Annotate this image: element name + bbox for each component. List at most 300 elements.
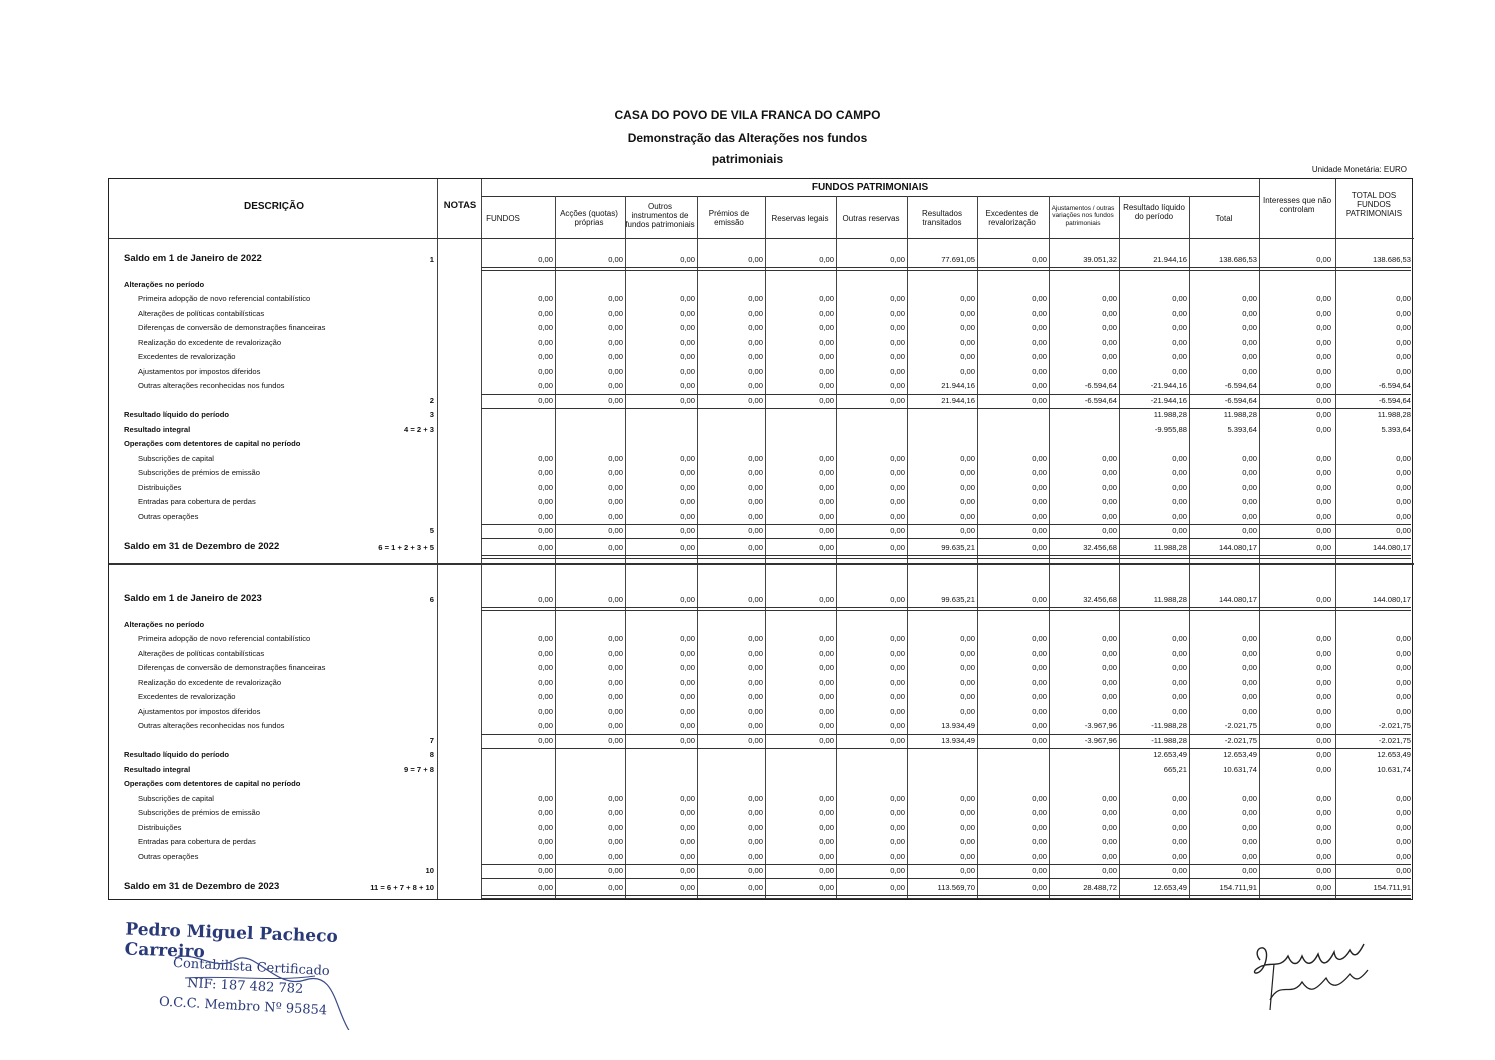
row-value: 0,00 [1316, 595, 1331, 604]
table-row [109, 524, 1414, 538]
row-value: 0,00 [1032, 542, 1047, 552]
table-row [109, 408, 1414, 422]
row-value: 0,00 [748, 381, 763, 390]
row-value: 0,00 [1396, 692, 1411, 701]
row-value: 0,00 [680, 692, 695, 701]
row-value: 0,00 [1316, 424, 1331, 434]
row-value: 77.691,05 [941, 255, 975, 264]
row-description: Ajustamentos por impostos diferidos [138, 366, 261, 376]
row-value: 0,00 [890, 692, 905, 701]
row-value: 0,00 [608, 648, 623, 658]
row-value: 0,00 [890, 337, 905, 347]
row-value: 0,00 [1396, 337, 1411, 347]
row-value: 0,00 [890, 352, 905, 361]
row-value: 0,00 [608, 735, 623, 745]
col-header-ajustamentos: Ajustamentos / outras variações nos fundos patrimoniais [1051, 205, 1115, 227]
row-value: 0,00 [1316, 822, 1331, 832]
row-reference: 4 = 2 + 3 [404, 424, 434, 434]
row-value: 0,00 [748, 511, 763, 521]
row-value: 0,00 [1032, 663, 1047, 672]
row-value: 0,00 [680, 255, 695, 264]
row-value: 0,00 [1242, 497, 1257, 506]
row-description: Excedentes de revalorização [138, 352, 236, 361]
row-value: 5.393,64 [1227, 424, 1257, 434]
row-value: 138.686,53 [1372, 255, 1411, 264]
row-value: 0,00 [748, 337, 763, 347]
table-row [109, 835, 1414, 849]
row-value: 13.934,49 [941, 721, 975, 730]
row-value: 0,00 [890, 735, 905, 745]
row-value: 0,00 [890, 395, 905, 405]
row-value: 0,00 [890, 595, 905, 604]
row-value: 0,00 [819, 337, 834, 347]
row-value: 0,00 [538, 822, 553, 832]
table-row [109, 379, 1414, 393]
row-description: Ajustamentos por impostos diferidos [138, 706, 261, 716]
row-value: 0,00 [1396, 634, 1411, 643]
entity-name: CASA DO POVO DE VILA FRANCA DO CAMPO [614, 108, 881, 122]
row-value: 0,00 [680, 381, 695, 390]
row-value: -2.021,75 [1378, 735, 1411, 745]
row-value: 0,00 [1102, 706, 1117, 716]
row-value: 0,00 [538, 482, 553, 492]
row-value: 0,00 [1032, 692, 1047, 701]
row-value: 0,00 [538, 395, 553, 405]
row-value: 0,00 [1396, 793, 1411, 803]
row-value: 0,00 [538, 648, 553, 658]
row-description: Realização do excedente de revalorização [138, 677, 282, 687]
row-value: 0,00 [890, 822, 905, 832]
row-value: 0,00 [890, 308, 905, 318]
row-value: 0,00 [1316, 410, 1331, 419]
row-value: 0,00 [538, 808, 553, 817]
row-value: 0,00 [1102, 648, 1117, 658]
row-value: 0,00 [960, 851, 975, 861]
row-value: 0,00 [1172, 337, 1187, 347]
row-value: 0,00 [1316, 526, 1331, 535]
row-value: 0,00 [1032, 294, 1047, 303]
row-value: 0,00 [890, 663, 905, 672]
row-value: 0,00 [608, 595, 623, 604]
row-value: 144.080,17 [1218, 542, 1257, 552]
row-description: Subscrições de capital [138, 793, 214, 803]
row-value: 0,00 [890, 721, 905, 730]
row-value: 0,00 [680, 677, 695, 687]
row-value: 0,00 [608, 721, 623, 730]
row-value: 0,00 [1242, 663, 1257, 672]
row-value: 0,00 [748, 595, 763, 604]
row-value: 0,00 [890, 294, 905, 303]
row-value: 0,00 [1032, 822, 1047, 832]
row-value: 0,00 [1032, 706, 1047, 716]
row-value: 0,00 [1242, 453, 1257, 463]
table-row [109, 821, 1414, 835]
row-value: 0,00 [1396, 468, 1411, 477]
table-row [109, 661, 1414, 675]
row-value: 0,00 [680, 634, 695, 643]
row-value: 0,00 [538, 706, 553, 716]
row-value: 0,00 [538, 381, 553, 390]
row-value: 0,00 [1032, 395, 1047, 405]
row-value: 0,00 [608, 294, 623, 303]
col-header-resultados-transitados: Resultados transitados [921, 209, 963, 228]
row-reference: 6 = 1 + 2 + 3 + 5 [378, 542, 434, 552]
row-value: 0,00 [960, 706, 975, 716]
row-value: 0,00 [819, 721, 834, 730]
row-value: 0,00 [608, 337, 623, 347]
row-value: 0,00 [890, 255, 905, 264]
row-value: 0,00 [748, 352, 763, 361]
row-value: 0,00 [890, 706, 905, 716]
row-value: 0,00 [680, 882, 695, 892]
row-value: 99.635,21 [941, 595, 975, 604]
accountant-stamp [125, 920, 385, 1030]
row-value: 5.393,64 [1381, 424, 1411, 434]
col-header-outros-instrumentos: Outros instrumentos de fundos patrimoniais [625, 202, 695, 230]
row-value: 0,00 [1032, 634, 1047, 643]
row-value: 0,00 [680, 337, 695, 347]
row-value: 0,00 [608, 366, 623, 376]
row-value: 0,00 [1396, 352, 1411, 361]
row-value: 0,00 [890, 648, 905, 658]
row-value: 0,00 [1396, 511, 1411, 521]
row-value: 0,00 [819, 634, 834, 643]
row-value: 0,00 [748, 526, 763, 535]
row-value: -6.594,64 [1378, 381, 1411, 390]
table-row [109, 510, 1414, 524]
row-value: 0,00 [1316, 511, 1331, 521]
row-value: 0,00 [1316, 692, 1331, 701]
director-signature [1240, 930, 1380, 1020]
row-value: 0,00 [1102, 308, 1117, 318]
row-value: 0,00 [1242, 793, 1257, 803]
row-value: 0,00 [1316, 882, 1331, 892]
row-value: 0,00 [538, 735, 553, 745]
stamp-nif: NIF: 187 482 782 [186, 975, 304, 998]
row-value: 0,00 [1172, 648, 1187, 658]
row-value: 0,00 [680, 663, 695, 672]
row-value: 0,00 [1396, 851, 1411, 861]
table-row [109, 278, 1414, 292]
row-value: 0,00 [1102, 808, 1117, 817]
row-reference: 7 [429, 735, 434, 745]
row-value: 0,00 [1396, 453, 1411, 463]
row-description: Alterações no período [124, 619, 205, 629]
row-description: Primeira adopção de novo referencial contabilístico [138, 294, 311, 303]
row-value: 0,00 [890, 323, 905, 332]
row-value: 0,00 [819, 381, 834, 390]
row-value: 0,00 [819, 366, 834, 376]
row-value: 0,00 [748, 663, 763, 672]
row-value: 138.686,53 [1218, 255, 1257, 264]
row-value: 0,00 [680, 542, 695, 552]
row-value: 0,00 [819, 822, 834, 832]
row-value: 0,00 [1102, 822, 1117, 832]
row-value: 21.944,16 [1153, 255, 1187, 264]
col-header-descricao: DESCRIÇÃO [243, 201, 304, 212]
row-value: 10.631,74 [1223, 764, 1257, 774]
row-value: 0,00 [680, 294, 695, 303]
row-value: 0,00 [819, 468, 834, 477]
row-value: 0,00 [890, 366, 905, 376]
row-value: 12.653,49 [1153, 882, 1187, 892]
table-row [109, 321, 1414, 335]
row-value: 0,00 [538, 323, 553, 332]
row-value: 0,00 [1102, 366, 1117, 376]
row-description: Subscrições de prémios de emissão [138, 808, 260, 817]
table-row [109, 864, 1414, 878]
row-value: 0,00 [748, 721, 763, 730]
row-value: 154.711,91 [1219, 882, 1257, 892]
row-value: 0,00 [819, 352, 834, 361]
row-value: 0,00 [1172, 308, 1187, 318]
row-value: -6.594,64 [1224, 395, 1257, 405]
table-row [109, 292, 1414, 306]
row-value: 0,00 [748, 882, 763, 892]
row-value: 0,00 [1316, 294, 1331, 303]
row-value: 0,00 [1032, 837, 1047, 846]
table-row [109, 365, 1414, 379]
row-value: 0,00 [1316, 482, 1331, 492]
row-value: 0,00 [1172, 837, 1187, 846]
table-row [109, 676, 1414, 690]
row-value: 0,00 [1172, 323, 1187, 332]
row-reference: 8 [429, 750, 434, 759]
row-value: 0,00 [538, 497, 553, 506]
row-value: 0,00 [1396, 308, 1411, 318]
row-value: 665,21 [1163, 764, 1187, 774]
row-description: Saldo em 31 de Dezembro de 2022 [124, 540, 280, 552]
row-value: 12.653,49 [1223, 750, 1257, 759]
row-value: 0,00 [1316, 706, 1331, 716]
row-value: -6.594,64 [1378, 395, 1411, 405]
table-row [109, 350, 1414, 364]
row-value: 0,00 [608, 692, 623, 701]
table-row [109, 336, 1414, 350]
row-description: Primeira adopção de novo referencial contabilístico [138, 634, 311, 643]
row-value: 0,00 [1172, 663, 1187, 672]
row-value: 0,00 [1032, 468, 1047, 477]
row-value: 0,00 [1242, 706, 1257, 716]
row-value: 0,00 [819, 706, 834, 716]
row-value: 0,00 [608, 706, 623, 716]
row-value: 0,00 [1316, 381, 1331, 390]
table-row [109, 690, 1414, 704]
table-row [109, 593, 1414, 607]
row-value: 0,00 [680, 735, 695, 745]
row-value: 0,00 [819, 294, 834, 303]
table-row [109, 437, 1414, 451]
row-value: 0,00 [748, 323, 763, 332]
row-value: 0,00 [819, 255, 834, 264]
row-value: 0,00 [538, 526, 553, 535]
row-reference: 9 = 7 + 8 [404, 764, 434, 774]
row-description: Saldo em 31 de Dezembro de 2023 [124, 880, 280, 892]
row-value: 0,00 [1396, 648, 1411, 658]
row-value: 0,00 [538, 595, 553, 604]
row-value: 0,00 [1396, 294, 1411, 303]
row-value: 0,00 [1396, 706, 1411, 716]
row-value: 0,00 [608, 497, 623, 506]
row-value: -2.021,75 [1224, 735, 1257, 745]
row-value: 0,00 [960, 468, 975, 477]
row-value: -2.021,75 [1224, 721, 1257, 730]
row-value: 32.456,68 [1083, 595, 1117, 604]
row-value: 0,00 [538, 634, 553, 643]
row-value: 0,00 [608, 837, 623, 846]
row-value: 0,00 [748, 837, 763, 846]
row-value: 0,00 [680, 706, 695, 716]
row-value: 11.988,28 [1223, 410, 1257, 419]
row-value: 0,00 [1316, 750, 1331, 759]
row-value: 0,00 [1102, 511, 1117, 521]
row-value: 0,00 [680, 497, 695, 506]
row-description: Outras operações [138, 851, 199, 861]
row-value: 0,00 [1102, 793, 1117, 803]
row-value: -6.594,64 [1084, 395, 1117, 405]
row-value: 11.988,28 [1377, 410, 1411, 419]
row-value: 0,00 [1032, 255, 1047, 264]
col-header-fundos: FUNDOS [486, 214, 520, 223]
row-value: 0,00 [748, 677, 763, 687]
row-value: 0,00 [960, 634, 975, 643]
row-value: 0,00 [1102, 294, 1117, 303]
row-value: 0,00 [1032, 882, 1047, 892]
row-value: 0,00 [1032, 866, 1047, 875]
row-value: 0,00 [1316, 337, 1331, 347]
row-value: 0,00 [608, 308, 623, 318]
row-value: 0,00 [960, 337, 975, 347]
row-value: 0,00 [1102, 634, 1117, 643]
row-value: 39.051,32 [1083, 255, 1117, 264]
row-value: 0,00 [890, 851, 905, 861]
row-value: 99.635,21 [941, 542, 975, 552]
row-value: 0,00 [1242, 808, 1257, 817]
row-value: 0,00 [1032, 352, 1047, 361]
row-value: 0,00 [1172, 677, 1187, 687]
row-value: 0,00 [748, 634, 763, 643]
row-value: 0,00 [748, 822, 763, 832]
row-value: 0,00 [1032, 851, 1047, 861]
row-value: 0,00 [1316, 648, 1331, 658]
row-value: 0,00 [1316, 677, 1331, 687]
row-value: 10.631,74 [1377, 764, 1411, 774]
row-value: 0,00 [960, 352, 975, 361]
row-value: 0,00 [1396, 808, 1411, 817]
row-value: 0,00 [819, 526, 834, 535]
row-value: 0,00 [538, 453, 553, 463]
row-value: 0,00 [819, 542, 834, 552]
row-value: 0,00 [1242, 482, 1257, 492]
row-value: 0,00 [1102, 677, 1117, 687]
row-value: 0,00 [1172, 706, 1187, 716]
row-value: 0,00 [1172, 634, 1187, 643]
row-value: 0,00 [680, 808, 695, 817]
row-value: 0,00 [819, 866, 834, 875]
row-value: 0,00 [1172, 692, 1187, 701]
row-value: 0,00 [680, 721, 695, 730]
row-value: 0,00 [1316, 721, 1331, 730]
row-value: 0,00 [819, 453, 834, 463]
row-value: 0,00 [960, 482, 975, 492]
row-value: 0,00 [608, 352, 623, 361]
row-value: 0,00 [1102, 837, 1117, 846]
row-description: Outras operações [138, 511, 199, 521]
row-description: Alterações de políticas contabilísticas [138, 308, 265, 318]
row-value: 0,00 [819, 677, 834, 687]
row-value: 0,00 [538, 837, 553, 846]
row-value: 0,00 [819, 735, 834, 745]
row-value: 0,00 [608, 882, 623, 892]
row-value: 0,00 [1396, 837, 1411, 846]
row-value: 0,00 [960, 822, 975, 832]
row-value: 0,00 [608, 482, 623, 492]
table-row [109, 705, 1414, 719]
row-value: 0,00 [1172, 482, 1187, 492]
row-value: 0,00 [680, 453, 695, 463]
row-value: 0,00 [1242, 323, 1257, 332]
row-reference: 10 [425, 866, 434, 875]
row-value: 0,00 [608, 634, 623, 643]
row-value: 0,00 [1316, 851, 1331, 861]
col-header-premios: Prémios de emissão [708, 209, 750, 228]
row-value: 0,00 [1032, 497, 1047, 506]
row-value: 0,00 [819, 808, 834, 817]
table-row [109, 632, 1414, 646]
row-value: 0,00 [1242, 337, 1257, 347]
row-value: 0,00 [1316, 453, 1331, 463]
row-value: 0,00 [1102, 692, 1117, 701]
currency-unit: Unidade Monetária: EURO [1311, 165, 1407, 174]
row-value: 0,00 [1316, 308, 1331, 318]
row-value: 0,00 [1172, 793, 1187, 803]
row-value: 0,00 [1242, 822, 1257, 832]
row-value: 0,00 [1032, 337, 1047, 347]
row-value: 0,00 [1032, 381, 1047, 390]
row-value: 0,00 [819, 308, 834, 318]
row-value: 0,00 [1102, 323, 1117, 332]
row-description: Alterações de políticas contabilísticas [138, 648, 265, 658]
row-value: 0,00 [890, 526, 905, 535]
row-description: Subscrições de capital [138, 453, 214, 463]
row-value: 0,00 [819, 648, 834, 658]
row-value: 0,00 [890, 793, 905, 803]
row-value: 0,00 [1032, 648, 1047, 658]
row-value: 0,00 [1242, 692, 1257, 701]
col-header-accoes: Acções (quotas) próprias [560, 209, 618, 228]
row-value: -11.988,28 [1151, 735, 1187, 745]
table-row [109, 452, 1414, 466]
col-header-group: FUNDOS PATRIMONIAIS [811, 182, 929, 193]
row-value: 0,00 [538, 677, 553, 687]
row-value: 0,00 [680, 648, 695, 658]
row-value: 0,00 [608, 542, 623, 552]
row-value: 0,00 [1316, 366, 1331, 376]
row-value: 0,00 [890, 453, 905, 463]
row-description: Resultado líquido do período [124, 410, 230, 419]
row-value: 0,00 [1032, 808, 1047, 817]
row-value: 0,00 [1396, 677, 1411, 687]
row-value: 0,00 [748, 453, 763, 463]
row-value: 0,00 [748, 308, 763, 318]
row-value: 113.569,70 [937, 882, 975, 892]
row-value: 0,00 [680, 308, 695, 318]
row-value: 0,00 [819, 323, 834, 332]
row-value: 0,00 [1172, 851, 1187, 861]
col-header-interesses: Interesses que não controlam [1262, 196, 1332, 215]
stamp-name: Pedro Miguel Pacheco Carreiro [124, 919, 339, 963]
row-value: 11.988,28 [1153, 595, 1187, 604]
